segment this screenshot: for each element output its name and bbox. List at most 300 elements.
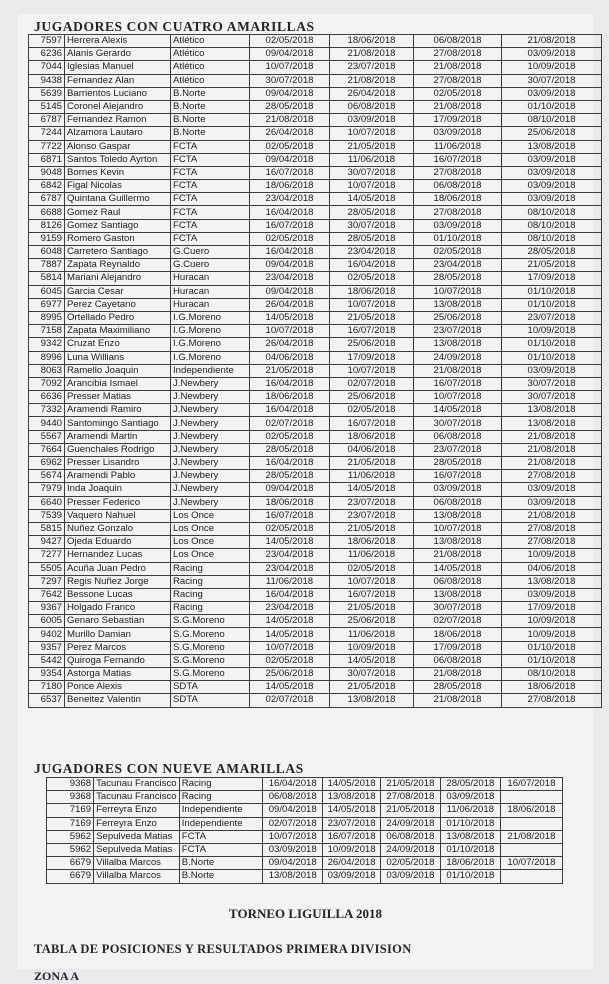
yellow-card-date: 08/10/2018: [502, 232, 602, 245]
yellow-card-date: 06/08/2018: [330, 100, 414, 113]
yellow-card-date: 27/08/2018: [502, 536, 602, 549]
yellow-card-date: 28/05/2018: [502, 246, 602, 259]
player-name: Quiroga Fernando: [65, 654, 171, 667]
table-row: [29, 232, 602, 245]
table-row: [29, 588, 602, 601]
club-name: J.Newbery: [171, 470, 250, 483]
club-name: B.Norte: [179, 870, 263, 883]
yellow-card-date: 09/04/2018: [250, 259, 330, 272]
yellow-card-date: 16/04/2018: [263, 778, 323, 791]
yellow-card-date: 21/08/2018: [414, 364, 502, 377]
yellow-card-date: 21/08/2018: [250, 114, 330, 127]
yellow-card-date: 14/05/2018: [250, 311, 330, 324]
yellow-card-date: 16/07/2018: [330, 325, 414, 338]
player-id: 9438: [29, 74, 65, 87]
yellow-card-date: 21/05/2018: [330, 140, 414, 153]
player-id: 7092: [29, 377, 65, 390]
club-name: J.Newbery: [171, 457, 250, 470]
table-row: [29, 615, 602, 628]
club-name: G.Cuero: [171, 246, 250, 259]
yellow-card-date: 01/10/2018: [440, 843, 500, 856]
player-name: Sepulveda Matias: [94, 830, 180, 843]
table-row: [29, 364, 602, 377]
club-name: J.Newbery: [171, 430, 250, 443]
yellow-card-date: 02/05/2018: [414, 87, 502, 100]
yellow-card-date: 17/09/2018: [502, 272, 602, 285]
yellow-card-date: 21/05/2018: [330, 457, 414, 470]
player-id: 5674: [29, 470, 65, 483]
yellow-card-date: 01/10/2018: [502, 654, 602, 667]
yellow-card-date: 16/04/2018: [250, 206, 330, 219]
table-row: [29, 602, 602, 615]
yellow-card-date: 02/05/2018: [250, 430, 330, 443]
yellow-card-date: 04/06/2018: [250, 351, 330, 364]
player-id: 6048: [29, 246, 65, 259]
table-row: [29, 391, 602, 404]
club-name: B.Norte: [179, 857, 263, 870]
yellow-card-date: 03/09/2018: [502, 193, 602, 206]
yellow-card-date: 26/04/2018: [323, 857, 381, 870]
club-name: J.Newbery: [171, 496, 250, 509]
player-name: Guenchales Rodrigo: [65, 443, 171, 456]
yellow-card-date: 25/06/2018: [330, 391, 414, 404]
player-name: Beneitez Valentin: [65, 694, 171, 707]
player-id: 6005: [29, 615, 65, 628]
club-name: FCTA: [179, 843, 263, 856]
club-name: J.Newbery: [171, 443, 250, 456]
yellow-card-date: 16/07/2018: [330, 588, 414, 601]
table-row: [29, 193, 602, 206]
yellow-card-date: 30/07/2018: [250, 74, 330, 87]
yellow-card-date: 16/07/2018: [250, 166, 330, 179]
yellow-card-date: 03/09/2018: [502, 48, 602, 61]
player-id: 7887: [29, 259, 65, 272]
player-id: 7277: [29, 549, 65, 562]
player-id: 7169: [47, 817, 94, 830]
table-row: [47, 817, 563, 830]
club-name: Atlético: [171, 74, 250, 87]
player-name: Ponce Alexis: [65, 681, 171, 694]
yellow-card-date: 18/06/2018: [500, 804, 562, 817]
yellow-card-date: 21/08/2018: [414, 100, 502, 113]
yellow-card-date: 04/06/2018: [330, 443, 414, 456]
player-id: 7332: [29, 404, 65, 417]
yellow-card-date: 21/08/2018: [502, 443, 602, 456]
yellow-card-date: 14/05/2018: [323, 804, 381, 817]
club-name: Huracan: [171, 272, 250, 285]
club-name: Atlético: [171, 48, 250, 61]
player-name: Villalba Marcos: [94, 870, 180, 883]
yellow-card-date: 18/06/2018: [250, 496, 330, 509]
player-name: Sepulveda Matias: [94, 843, 180, 856]
table-row: [29, 654, 602, 667]
yellow-card-date: [500, 870, 562, 883]
yellow-card-date: 02/05/2018: [330, 404, 414, 417]
yellow-card-date: 18/06/2018: [414, 193, 502, 206]
yellow-card-date: 11/06/2018: [330, 153, 414, 166]
yellow-card-date: 27/08/2018: [414, 74, 502, 87]
yellow-card-date: 13/08/2018: [323, 791, 381, 804]
yellow-card-date: 13/08/2018: [263, 870, 323, 883]
table-row: [29, 668, 602, 681]
yellow-card-date: 21/08/2018: [414, 61, 502, 74]
tournament-title: TORNEO LIGUILLA 2018: [229, 906, 382, 921]
yellow-card-date: 26/04/2018: [250, 127, 330, 140]
player-name: Arancibia Ismael: [65, 377, 171, 390]
yellow-card-date: 10/07/2018: [330, 364, 414, 377]
table-row: [29, 180, 602, 193]
player-name: Astorga Matias: [65, 668, 171, 681]
yellow-card-date: 23/07/2018: [330, 496, 414, 509]
table-row: [29, 522, 602, 535]
yellow-card-date: 13/08/2018: [440, 830, 500, 843]
yellow-card-date: 11/06/2018: [330, 549, 414, 562]
club-name: FCTA: [179, 830, 263, 843]
club-name: J.Newbery: [171, 483, 250, 496]
yellow-card-date: 23/07/2018: [502, 311, 602, 324]
club-name: Racing: [171, 602, 250, 615]
yellow-card-date: 08/10/2018: [502, 668, 602, 681]
yellow-card-date: 17/09/2018: [414, 641, 502, 654]
player-id: 9342: [29, 338, 65, 351]
yellow-card-date: 18/06/2018: [250, 391, 330, 404]
table-row: [29, 457, 602, 470]
yellow-card-date: 02/05/2018: [250, 232, 330, 245]
player-name: Alonso Gaspar: [65, 140, 171, 153]
yellow-card-date: 30/07/2018: [330, 219, 414, 232]
club-name: I.G.Moreno: [171, 325, 250, 338]
player-name: Ojeda Eduardo: [65, 536, 171, 549]
table-row: [29, 536, 602, 549]
yellow-card-date: 18/06/2018: [330, 536, 414, 549]
yellow-card-date: 16/04/2018: [330, 259, 414, 272]
table-row: [29, 166, 602, 179]
player-name: Garcia Cesar: [65, 285, 171, 298]
player-id: 7244: [29, 127, 65, 140]
yellow-card-date: 21/08/2018: [502, 509, 602, 522]
yellow-card-date: 10/07/2018: [330, 127, 414, 140]
table-row: [29, 562, 602, 575]
yellow-card-date: 25/06/2018: [330, 615, 414, 628]
club-name: Los Once: [171, 549, 250, 562]
table-row: [29, 100, 602, 113]
player-name: Holgado Franco: [65, 602, 171, 615]
yellow-card-date: 16/04/2018: [250, 246, 330, 259]
yellow-card-date: 21/08/2018: [414, 549, 502, 562]
player-id: 9159: [29, 232, 65, 245]
player-id: 5442: [29, 654, 65, 667]
club-name: S.G.Moreno: [171, 615, 250, 628]
club-name: Atlético: [171, 35, 250, 48]
player-name: Ferreyra Enzo: [94, 804, 180, 817]
table-row: [29, 430, 602, 443]
table-row: [29, 483, 602, 496]
player-id: 5505: [29, 562, 65, 575]
yellow-card-date: 27/08/2018: [380, 791, 440, 804]
player-name: Fernandez Ramon: [65, 114, 171, 127]
yellow-card-date: 08/10/2018: [502, 206, 602, 219]
player-id: 9402: [29, 628, 65, 641]
yellow-card-date: 14/05/2018: [250, 536, 330, 549]
yellow-card-date: 01/10/2018: [440, 870, 500, 883]
yellow-card-date: 30/07/2018: [414, 417, 502, 430]
player-id: 5567: [29, 430, 65, 443]
club-name: FCTA: [171, 166, 250, 179]
yellow-card-date: 26/04/2018: [250, 338, 330, 351]
yellow-card-date: 21/08/2018: [414, 694, 502, 707]
club-name: I.G.Moreno: [171, 311, 250, 324]
club-name: G.Cuero: [171, 259, 250, 272]
yellow-card-date: 02/05/2018: [330, 272, 414, 285]
club-name: Los Once: [171, 509, 250, 522]
player-name: Murillo Damian: [65, 628, 171, 641]
club-name: FCTA: [171, 193, 250, 206]
yellow-card-date: 10/07/2018: [330, 575, 414, 588]
table-row: [29, 127, 602, 140]
yellow-card-date: 30/07/2018: [330, 668, 414, 681]
club-name: Independiente: [179, 817, 263, 830]
yellow-card-date: 08/10/2018: [502, 219, 602, 232]
yellow-card-date: 03/09/2018: [502, 483, 602, 496]
yellow-card-date: 14/05/2018: [250, 681, 330, 694]
player-name: Vaquero Nahuel: [65, 509, 171, 522]
table-row: [29, 338, 602, 351]
club-name: FCTA: [171, 206, 250, 219]
yellow-card-date: 02/07/2018: [330, 377, 414, 390]
yellow-card-date: 21/08/2018: [502, 457, 602, 470]
yellow-card-date: 03/09/2018: [502, 496, 602, 509]
table-row: [29, 694, 602, 707]
yellow-card-date: [500, 843, 562, 856]
club-name: J.Newbery: [171, 391, 250, 404]
club-name: Independiente: [179, 804, 263, 817]
table-row: [29, 114, 602, 127]
yellow-card-date: 23/04/2018: [330, 246, 414, 259]
club-name: J.Newbery: [171, 377, 250, 390]
yellow-card-date: 28/05/2018: [330, 232, 414, 245]
yellow-card-date: 26/04/2018: [250, 298, 330, 311]
yellow-card-date: 16/07/2018: [414, 377, 502, 390]
player-id: 6962: [29, 457, 65, 470]
yellow-card-date: 27/08/2018: [502, 470, 602, 483]
player-id: 9427: [29, 536, 65, 549]
player-name: Iglesias Manuel: [65, 61, 171, 74]
yellow-card-date: 11/06/2018: [330, 628, 414, 641]
table-row: [29, 628, 602, 641]
player-id: 9368: [47, 778, 94, 791]
yellow-card-date: 06/08/2018: [414, 430, 502, 443]
yellow-card-date: 23/04/2018: [250, 549, 330, 562]
table-row: [29, 404, 602, 417]
yellow-card-date: 11/06/2018: [440, 804, 500, 817]
table-row: [29, 470, 602, 483]
club-name: S.G.Moreno: [171, 641, 250, 654]
yellow-card-date: 21/05/2018: [330, 311, 414, 324]
yellow-card-date: 16/04/2018: [250, 404, 330, 417]
table-row: [29, 575, 602, 588]
yellow-card-date: 13/08/2018: [414, 588, 502, 601]
yellow-card-date: 16/04/2018: [250, 457, 330, 470]
yellow-card-date: 08/10/2018: [502, 114, 602, 127]
player-name: Barrientos Luciano: [65, 87, 171, 100]
yellow-card-date: 03/09/2018: [414, 219, 502, 232]
table-row: [29, 641, 602, 654]
player-id: 7180: [29, 681, 65, 694]
player-name: Perez Cayetano: [65, 298, 171, 311]
club-name: Atlético: [171, 61, 250, 74]
table-row: [29, 351, 602, 364]
yellow-card-date: 13/08/2018: [414, 536, 502, 549]
yellow-card-date: 25/06/2018: [414, 311, 502, 324]
yellow-card-date: 11/06/2018: [250, 575, 330, 588]
yellow-card-date: 16/07/2018: [330, 417, 414, 430]
player-id: 7979: [29, 483, 65, 496]
player-id: 6679: [47, 857, 94, 870]
player-id: 7044: [29, 61, 65, 74]
player-id: 9357: [29, 641, 65, 654]
yellow-card-date: 28/05/2018: [414, 457, 502, 470]
club-name: Huracan: [171, 298, 250, 311]
player-name: Romero Gaston: [65, 232, 171, 245]
yellow-card-date: 03/09/2018: [502, 153, 602, 166]
table-row: [29, 443, 602, 456]
yellow-card-date: 06/08/2018: [414, 35, 502, 48]
player-id: 5962: [47, 843, 94, 856]
yellow-card-date: 10/07/2018: [500, 857, 562, 870]
yellow-card-date: 10/07/2018: [414, 391, 502, 404]
yellow-card-date: 03/09/2018: [502, 166, 602, 179]
yellow-card-date: 23/04/2018: [250, 602, 330, 615]
table-row: [29, 496, 602, 509]
yellow-card-date: 01/10/2018: [502, 298, 602, 311]
yellow-card-date: 09/04/2018: [250, 48, 330, 61]
yellow-card-date: 06/08/2018: [414, 575, 502, 588]
yellow-card-date: 10/09/2018: [502, 628, 602, 641]
yellow-card-date: 10/09/2018: [502, 325, 602, 338]
yellow-card-date: 06/08/2018: [414, 496, 502, 509]
yellow-card-date: 10/09/2018: [502, 549, 602, 562]
table-row: [29, 61, 602, 74]
yellow-card-date: 03/09/2018: [323, 870, 381, 883]
table-row: [29, 259, 602, 272]
yellow-card-date: 23/07/2018: [323, 817, 381, 830]
player-name: Genaro Sebastian: [65, 615, 171, 628]
table-row: [47, 778, 563, 791]
yellow-card-date: 14/05/2018: [330, 483, 414, 496]
table-row: [29, 87, 602, 100]
yellow-card-date: 23/04/2018: [250, 272, 330, 285]
player-name: Nuñez Gonzalo: [65, 522, 171, 535]
player-name: Alzamora Lautaro: [65, 127, 171, 140]
player-name: Gomez Santiago: [65, 219, 171, 232]
player-name: Villalba Marcos: [94, 857, 180, 870]
club-name: I.G.Moreno: [171, 338, 250, 351]
yellow-card-date: 28/05/2018: [250, 443, 330, 456]
yellow-card-date: 13/08/2018: [414, 338, 502, 351]
yellow-card-date: 02/05/2018: [250, 654, 330, 667]
player-id: 5639: [29, 87, 65, 100]
yellow-card-date: 02/07/2018: [250, 694, 330, 707]
yellow-card-date: 23/07/2018: [414, 443, 502, 456]
yellow-card-date: 14/05/2018: [414, 562, 502, 575]
table-row: [29, 298, 602, 311]
yellow-card-date: 01/10/2018: [440, 817, 500, 830]
yellow-card-date: 14/05/2018: [330, 654, 414, 667]
table-row: [29, 140, 602, 153]
player-name: Hernandez Lucas: [65, 549, 171, 562]
player-name: Figal Nicolas: [65, 180, 171, 193]
club-name: Los Once: [171, 522, 250, 535]
yellow-card-date: 25/06/2018: [330, 338, 414, 351]
yellow-card-date: 28/05/2018: [414, 272, 502, 285]
yellow-card-date: 14/05/2018: [330, 193, 414, 206]
club-name: FCTA: [171, 153, 250, 166]
table-row: [29, 549, 602, 562]
yellow-card-date: 11/06/2018: [330, 470, 414, 483]
yellow-card-date: 25/06/2018: [502, 127, 602, 140]
yellow-card-date: 21/05/2018: [330, 681, 414, 694]
yellow-card-date: 21/05/2018: [380, 778, 440, 791]
player-id: 5962: [47, 830, 94, 843]
player-name: Ortellado Pedro: [65, 311, 171, 324]
yellow-card-date: 06/08/2018: [414, 180, 502, 193]
player-id: 7158: [29, 325, 65, 338]
yellow-card-date: 28/05/2018: [250, 100, 330, 113]
yellow-card-date: 16/07/2018: [250, 509, 330, 522]
player-id: 6045: [29, 285, 65, 298]
yellow-card-date: 02/07/2018: [250, 417, 330, 430]
yellow-card-date: 23/07/2018: [330, 61, 414, 74]
player-name: Fernandez Alan: [65, 74, 171, 87]
yellow-card-date: 06/08/2018: [263, 791, 323, 804]
player-id: 9368: [47, 791, 94, 804]
yellow-card-date: 02/05/2018: [414, 246, 502, 259]
yellow-card-date: 21/08/2018: [330, 74, 414, 87]
yellow-card-date: 23/07/2018: [414, 325, 502, 338]
player-id: 7664: [29, 443, 65, 456]
table-row: [29, 417, 602, 430]
yellow-card-date: 10/07/2018: [263, 830, 323, 843]
player-name: Cruzat Enzo: [65, 338, 171, 351]
club-name: Racing: [171, 575, 250, 588]
yellow-card-date: 10/07/2018: [250, 61, 330, 74]
club-name: B.Norte: [171, 127, 250, 140]
player-name: Aramendi Ramiro: [65, 404, 171, 417]
table-row: [29, 219, 602, 232]
player-id: 6842: [29, 180, 65, 193]
yellow-card-date: 16/04/2018: [250, 588, 330, 601]
yellow-card-date: 02/07/2018: [414, 615, 502, 628]
yellow-card-date: 01/10/2018: [502, 285, 602, 298]
yellow-card-date: 02/07/2018: [263, 817, 323, 830]
yellow-card-date: 18/06/2018: [414, 628, 502, 641]
player-id: 6636: [29, 391, 65, 404]
club-name: B.Norte: [171, 114, 250, 127]
yellow-card-date: 13/08/2018: [502, 575, 602, 588]
yellow-card-date: 21/08/2018: [414, 668, 502, 681]
yellow-card-date: 18/06/2018: [330, 35, 414, 48]
yellow-card-date: 16/04/2018: [250, 377, 330, 390]
player-name: Presser Federico: [65, 496, 171, 509]
player-name: Herrera Alexis: [65, 35, 171, 48]
player-name: Bornes Kevin: [65, 166, 171, 179]
club-name: FCTA: [171, 180, 250, 193]
player-id: 7169: [47, 804, 94, 817]
player-name: Tacunau Francisco: [94, 791, 180, 804]
yellow-card-date: 21/05/2018: [380, 804, 440, 817]
table-row: [29, 509, 602, 522]
table-row: [29, 153, 602, 166]
